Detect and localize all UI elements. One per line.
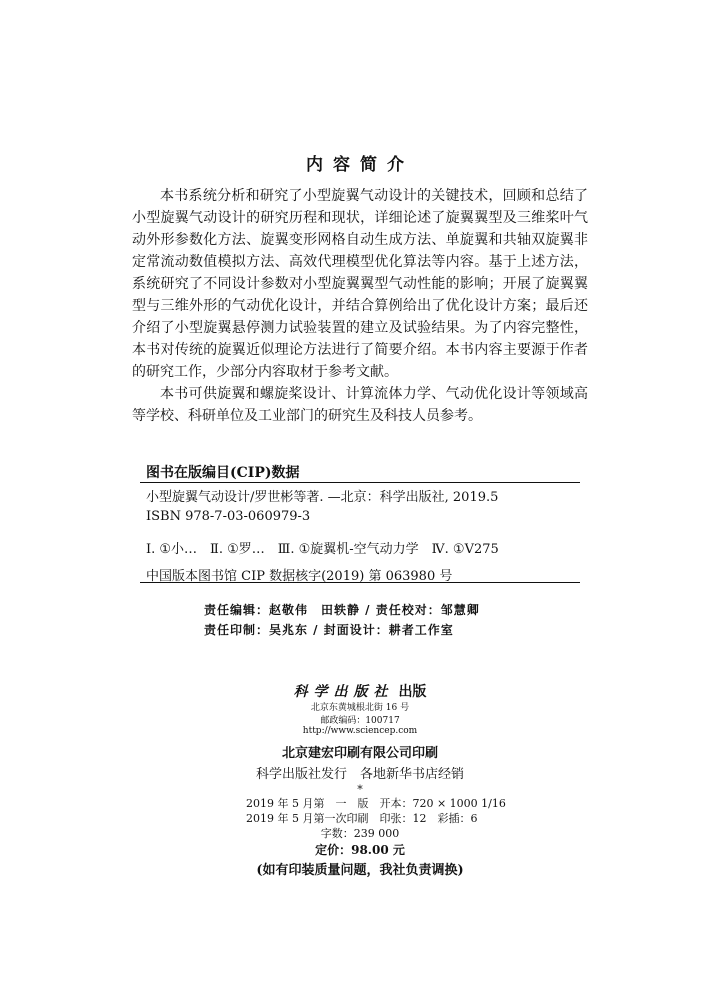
publisher-suffix: 出版 [398, 684, 427, 700]
publisher-website: http://www.sciencep.com [302, 726, 418, 736]
abstract-paragraph: 本书可供旋翼和螺旋桨设计、计算流体力学、气动优化设计等领域高等学校、科研单位及工业部门的研究生及科技人员参考。 [132, 386, 588, 424]
publisher-address: 北京东黄城根北街 16 号 [310, 703, 410, 713]
printing-line: 2019 年 5 月第一次印刷 印张：12 彩插：6 [246, 812, 478, 825]
return-note: (如有印装质量问题，我社负责调换) [256, 863, 464, 878]
abstract-text [132, 185, 588, 427]
word-count: 字数：239 000 [320, 827, 400, 840]
publisher-logotype: 科学出版社 [293, 684, 394, 700]
price: 定价：98.00 元 [315, 843, 405, 857]
cip-record-number: 中国版本图书馆 CIP 数据核字(2019) 第 063980 号 [146, 569, 453, 584]
distribution-line: 科学出版社发行 各地新华书店经销 [255, 767, 464, 782]
cip-classification: Ⅰ. ①小… Ⅱ. ①罗… Ⅲ. ①旋翼机-空气动力学 Ⅳ. ①V275 [146, 542, 499, 557]
cip-heading: 图书在版编目(CIP)数据 [146, 465, 300, 481]
cip-isbn: ISBN 978-7-03-060979-3 [146, 509, 311, 524]
cip-bottom-rule [140, 582, 580, 583]
production-line: 责任印制：吴兆东 / 封面设计：耕者工作室 [204, 623, 454, 637]
page-title: 内容简介 [306, 155, 414, 175]
editors-line: 责任编辑：赵敬伟 田轶静 / 责任校对：邹慧卿 [204, 603, 480, 617]
abstract-paragraph: 本书系统分析和研究了小型旋翼气动设计的关键技术，回顾和总结了小型旋翼气动设计的研究历程和现状，详细论述了旋翼翼型及三维桨叶气动外形参数化方法、旋翼变形网格自动生成方法、单旋翼和共轴双旋翼非定常流动数值模拟方法、高效代理模型优化算法等内容。基于上述方法，系统研究了不同设计参数对小型旋翼翼型气动性能的影响；开展了旋翼翼型与三维外形的气动优化设计，并结合算例给出了优化设计方案；最后还介绍了小型旋翼悬停测力试验装置的建立及试验结果。为了内容完整性，本书对传统的旋翼近似理论方法进行了简要介绍。本书内容主要源于作者的研究工作，少部分内容取材于参考文献。 [132, 188, 588, 380]
separator-mark: * [357, 783, 363, 796]
publisher-postcode: 邮政编码：100717 [320, 716, 400, 726]
printer-line: 北京建宏印刷有限公司印刷 [281, 746, 438, 761]
cip-book-line: 小型旋翼气动设计/罗世彬等著. —北京：科学出版社, 2019.5 [146, 490, 499, 505]
cip-top-rule [140, 482, 580, 483]
edition-line: 2019 年 5 月第 一 版 开本：720 × 1000 1/16 [246, 797, 506, 810]
publisher-name [0, 681, 720, 701]
